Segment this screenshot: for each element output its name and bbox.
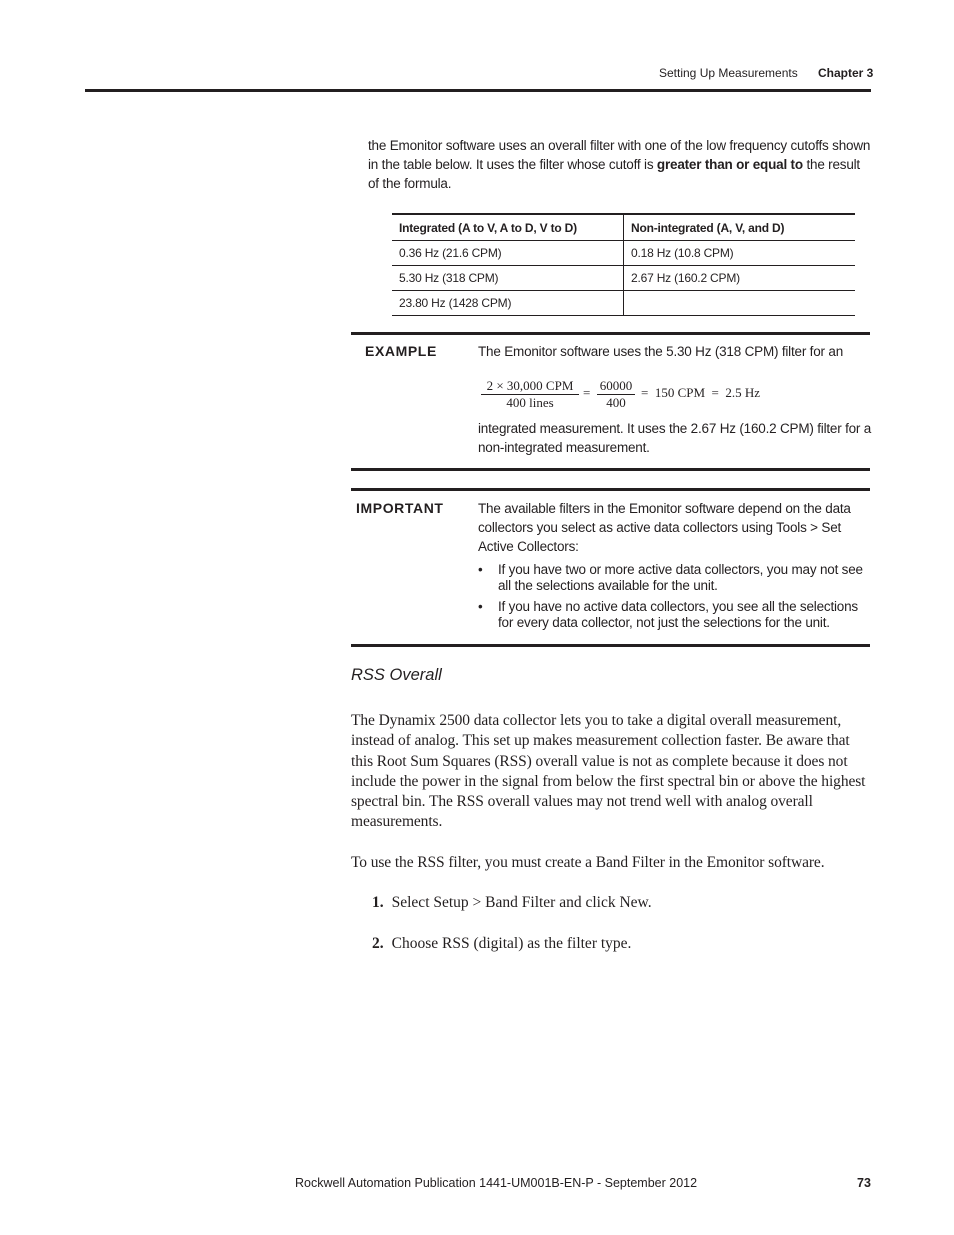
important-bullet-list [478,562,872,636]
important-top-rule [351,488,870,491]
step-text: Choose RSS (digital) as the filter type. [391,935,632,952]
formula-equals-1: = [583,385,591,400]
table-cell: 0.18 Hz (10.8 CPM) [624,241,856,266]
page-number: 73 [857,1176,871,1190]
step-2 [372,934,631,954]
formula-result: = 150 CPM = 2.5 Hz [641,385,761,400]
table-row [392,241,855,266]
running-header-chapter: Chapter 3 [818,66,874,80]
table-cell: 0.36 Hz (21.6 CPM) [392,241,624,266]
table-cell: 23.80 Hz (1428 CPM) [392,291,624,316]
rss-paragraph: The Dynamix 2500 data collector lets you to take a digital overall measurement, instead of analog. This set up makes measurement collection faster. Be aware that this Root Sum Squares (RSS) overall value is not as complete because it does not include the power in the signal from below the first spectral bin or above the highest spectral bin. The RSS overall values may not trend well with analog overall measurements. [351,712,866,831]
table-row [392,266,855,291]
example-text-after: integrated measurement. It uses the 2.67 Hz (160.2 CPM) filter for a non-integrated measurement. [478,421,872,455]
example-top-rule [351,332,870,335]
step-text: Select Setup > Band Filter and click New. [391,894,652,911]
filter-cutoff-table [392,213,855,316]
formula-numerator-2: 60000 [597,378,635,395]
formula-denominator-1: 400 lines [506,395,554,410]
important-bottom-rule [351,644,870,647]
bullet-icon: • [478,562,483,577]
table-header-integrated: Integrated (A to V, A to D, V to D) [392,214,624,241]
important-label: IMPORTANT [356,500,444,516]
formula-numerator-1: 2 × 30,000 CPM [481,378,579,395]
formula-fraction-1 [481,378,579,411]
formula-denominator-2: 400 [606,395,626,410]
important-text: The available filters in the Emonitor software depend on the data collectors you select as active data collectors using Tools > Set Active Collectors: [478,501,851,554]
intro-text-before: the Emonitor software uses an overall filter with one of the low frequency cutoffs shown in the table below. It uses the filter whose cutoff is [368,138,871,172]
table-cell [624,291,856,316]
example-label: EXAMPLE [365,343,437,359]
table-header-non-integrated: Non-integrated (A, V, and D) [624,214,856,241]
example-bottom-rule [351,468,870,471]
bullet-icon: • [478,599,483,614]
running-header-section: Setting Up Measurements [659,66,798,80]
formula-fraction-2 [597,378,635,411]
bullet-text: If you have no active data collectors, you see all the selections for every data collector, not just the selections for the unit. [498,599,858,630]
list-item [478,599,872,631]
table-cell: 2.67 Hz (160.2 CPM) [624,266,856,291]
example-text-before: The Emonitor software uses the 5.30 Hz (318 CPM) filter for an [478,344,844,359]
rss-use-paragraph: To use the RSS filter, you must create a Band Filter in the Emonitor software. [351,854,825,871]
header-rule [85,89,871,92]
table-cell: 5.30 Hz (318 CPM) [392,266,624,291]
intro-text-after: the result of the formula. [368,157,860,191]
table-row [392,291,855,316]
intro-bold-phrase: greater than or equal to [656,157,803,172]
step-number: 2. [372,935,384,952]
section-heading-rss-overall: RSS Overall [351,666,442,684]
table-header-row [392,214,855,241]
step-1 [372,893,652,913]
list-item [478,562,872,594]
bullet-text: If you have two or more active data collectors, you may not see all the selections available for the unit. [498,562,863,593]
intro-paragraph [368,136,873,193]
step-number: 1. [372,894,384,911]
footer-publication: Rockwell Automation Publication 1441-UM001B-EN-P - September 2012 [295,1176,698,1190]
